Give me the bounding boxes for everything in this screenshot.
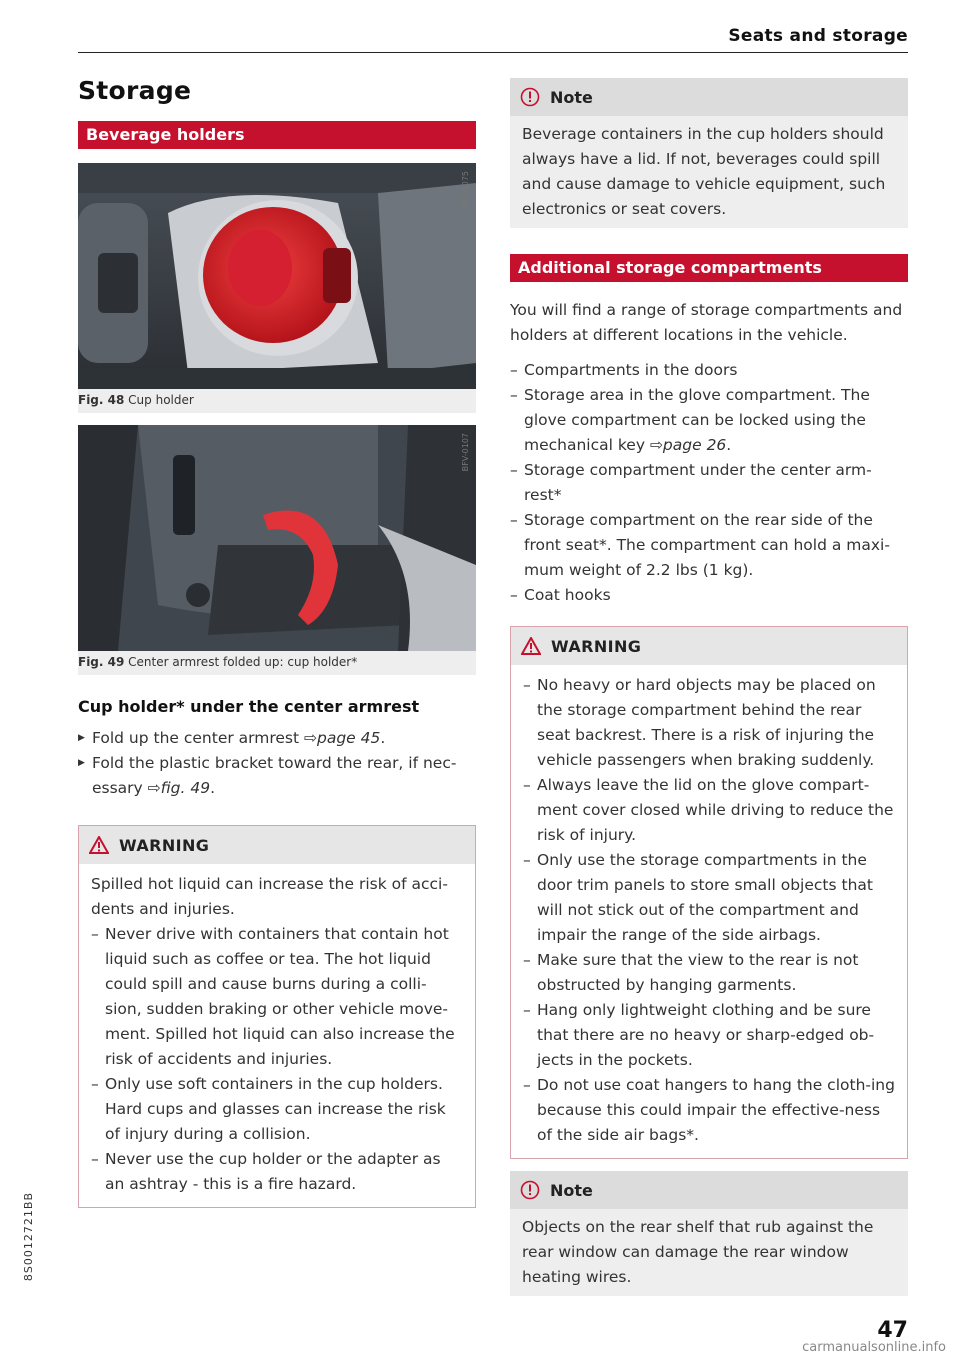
header-rule xyxy=(78,52,908,53)
warning-label: WARNING xyxy=(119,835,210,855)
figure-number: Fig. 48 xyxy=(78,393,125,407)
list-item: – Storage compartment under the center arm-rest* xyxy=(510,458,908,508)
figure-caption xyxy=(78,651,476,675)
note-text: Objects on the rear shelf that rub against the rear window can damage the rear window heating wires. xyxy=(522,1218,874,1286)
list-item: – Hang only lightweight clothing and be sure that there are no heavy or sharp-edged ob-jects in the pockets. xyxy=(523,998,895,1073)
figure-reference-link[interactable]: ⇨fig. 49 xyxy=(147,779,211,797)
note-label: Note xyxy=(550,87,593,107)
list-item: – Never drive with containers that contain hot liquid such as coffee or tea. The hot liquid could spill and cause burns during a colli-sion, sudden braking or other vehicle move-ment. Spilled hot liquid can also increase the risk of accidents and injuries. xyxy=(91,922,463,1072)
left-column xyxy=(78,70,476,1208)
figure-caption-text: Cup holder xyxy=(128,393,194,407)
figure-number: Fig. 49 xyxy=(78,655,125,669)
warning-box xyxy=(78,825,476,1208)
warning-intro: Spilled hot liquid can increase the risk of acci-dents and injuries. xyxy=(91,875,448,918)
note-circle-icon xyxy=(520,1180,540,1200)
step-item: ▶ Fold the plastic bracket toward the rear, if nec-essary ⇨fig. 49. xyxy=(78,751,476,801)
warning-box xyxy=(510,626,908,1159)
list-item: – Do not use coat hangers to hang the cloth-ing because this could impair the effective-ness of the side air bags*. xyxy=(523,1073,895,1148)
figure-caption xyxy=(78,389,476,413)
right-column xyxy=(510,78,908,1296)
page-title: Storage xyxy=(78,76,192,105)
note-circle-icon xyxy=(520,87,540,107)
figure-id: BFV-0107 xyxy=(461,433,470,472)
cup-holder-illustration xyxy=(78,163,476,389)
figure-caption-text: Center armrest folded up: cup holder* xyxy=(128,655,358,669)
list-item: – Coat hooks xyxy=(510,583,908,608)
list-item: – Storage area in the glove compartment. The glove compartment can be locked using the mechanical key ⇨page 26. xyxy=(510,383,908,458)
list-item: – Always leave the lid on the glove compart-ment cover closed while driving to reduce the risk of injury. xyxy=(523,773,895,848)
running-header: Seats and storage xyxy=(728,26,908,46)
list-item: – No heavy or hard objects may be placed on the storage compartment behind the rear seat backrest. There is a risk of injuring the vehicle passengers when braking suddenly. xyxy=(523,673,895,773)
figure-49 xyxy=(78,425,476,675)
note-box xyxy=(510,78,908,228)
note-body xyxy=(510,116,908,228)
warning-body xyxy=(79,864,475,1207)
page-reference-link[interactable]: ⇨page 45 xyxy=(304,729,381,747)
watermark: carmanualsonline.info xyxy=(802,1340,946,1355)
section-bar-additional-storage: Additional storage compartments xyxy=(510,254,908,282)
note-label: Note xyxy=(550,1180,593,1200)
step-list xyxy=(78,726,476,801)
step-item: ▶ Fold up the center armrest ⇨page 45. xyxy=(78,726,476,751)
list-item: – Never use the cup holder or the adapter as an ashtray - this is a fire hazard. xyxy=(91,1147,463,1197)
note-text: Beverage containers in the cup holders should always have a lid. If not, beverages could spill and cause damage to vehicle equipment, such electronics or seat covers. xyxy=(522,125,886,218)
warning-list xyxy=(523,673,895,1148)
list-item: – Storage compartment on the rear side of the front seat*. The compartment can hold a maxi-mum weight of 2.2 lbs (1 kg). xyxy=(510,508,908,583)
warning-label: WARNING xyxy=(551,636,642,656)
warning-triangle-icon xyxy=(89,836,109,854)
list-item: – Compartments in the doors xyxy=(510,358,908,383)
figure-48 xyxy=(78,163,476,413)
section-bar-beverage-holders: Beverage holders xyxy=(78,121,476,149)
storage-list xyxy=(510,358,908,608)
page-reference-link[interactable]: ⇨page 26 xyxy=(649,436,727,454)
warning-triangle-icon xyxy=(521,637,541,655)
warning-body xyxy=(511,665,907,1158)
figure-id: BFV-0075 xyxy=(461,171,470,210)
subheading-cup-holder: Cup holder* under the center armrest xyxy=(78,697,420,716)
list-item: – Only use the storage compartments in the door trim panels to store small objects that will not stick out of the compartment and impair the range of the side airbags. xyxy=(523,848,895,948)
list-item: – Make sure that the view to the rear is not obstructed by hanging garments. xyxy=(523,948,895,998)
note-box xyxy=(510,1171,908,1296)
intro-paragraph: You will find a range of storage compartments and holders at different locations in the vehicle. xyxy=(510,301,903,344)
warning-list xyxy=(91,922,463,1197)
warning-header xyxy=(511,627,907,665)
page-number: 47 xyxy=(877,1318,908,1343)
list-item: – Only use soft containers in the cup holders. Hard cups and glasses can increase the risk of injury during a collision. xyxy=(91,1072,463,1147)
note-body xyxy=(510,1209,908,1296)
warning-header xyxy=(79,826,475,864)
note-header xyxy=(510,78,908,116)
note-header xyxy=(510,1171,908,1209)
armrest-cup-holder-illustration xyxy=(78,425,476,651)
document-code: 8S0012721BB xyxy=(22,1192,35,1282)
